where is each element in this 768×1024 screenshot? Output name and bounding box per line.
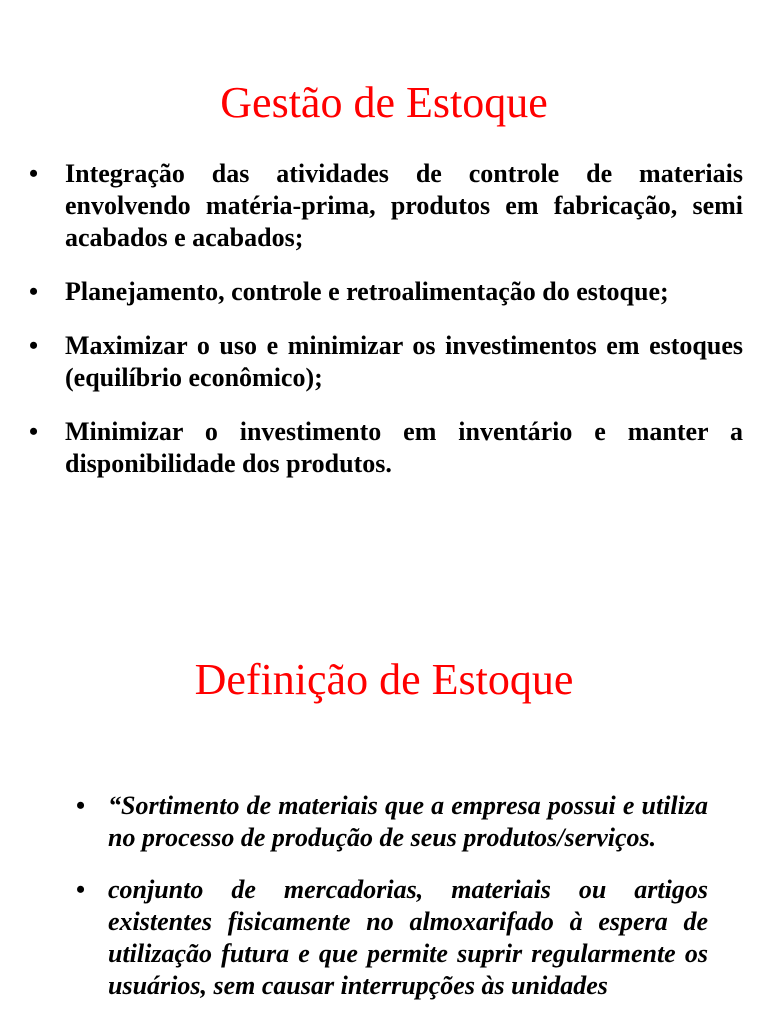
list-item [29, 158, 743, 254]
bullet-text: “Sortimento de materiais que a empresa possui e utiliza no processo de produção de seus produtos/serviços. [108, 791, 708, 852]
bullet-icon: • [29, 277, 39, 306]
list-item [76, 874, 708, 1002]
bullet-text: Planejamento, controle e retroalimentação do estoque; [65, 277, 669, 306]
bullet-list [29, 158, 743, 502]
list-item [29, 276, 743, 308]
slide-title: Gestão de Estoque [220, 78, 548, 127]
bullet-text: conjunto de mercadorias, materiais ou artigos existentes fisicamente no almoxarifado à espera de utilização futura e que permite suprir regularmente os usuários, sem causar interrupções às unidades [108, 875, 708, 1000]
bullet-list [76, 790, 708, 1022]
bullet-text: Maximizar o uso e minimizar os investimentos em estoques (equilíbrio econômico); [65, 331, 743, 392]
list-item [29, 416, 743, 480]
bullet-text: Minimizar o investimento em inventário e manter a disponibilidade dos produtos. [65, 417, 743, 478]
slide-definicao-de-estoque [0, 520, 768, 1024]
bullet-icon: • [29, 331, 39, 360]
bullet-text: Integração das atividades de controle de materiais envolvendo matéria-prima, produtos em fabricação, semi acabados e acabados; [65, 159, 743, 252]
bullet-icon: • [29, 417, 39, 446]
bullet-icon: • [76, 875, 86, 904]
bullet-icon: • [29, 159, 39, 188]
bullet-icon: • [76, 791, 86, 820]
list-item [29, 330, 743, 394]
slide-title: Definição de Estoque [194, 655, 574, 704]
list-item [76, 790, 708, 854]
